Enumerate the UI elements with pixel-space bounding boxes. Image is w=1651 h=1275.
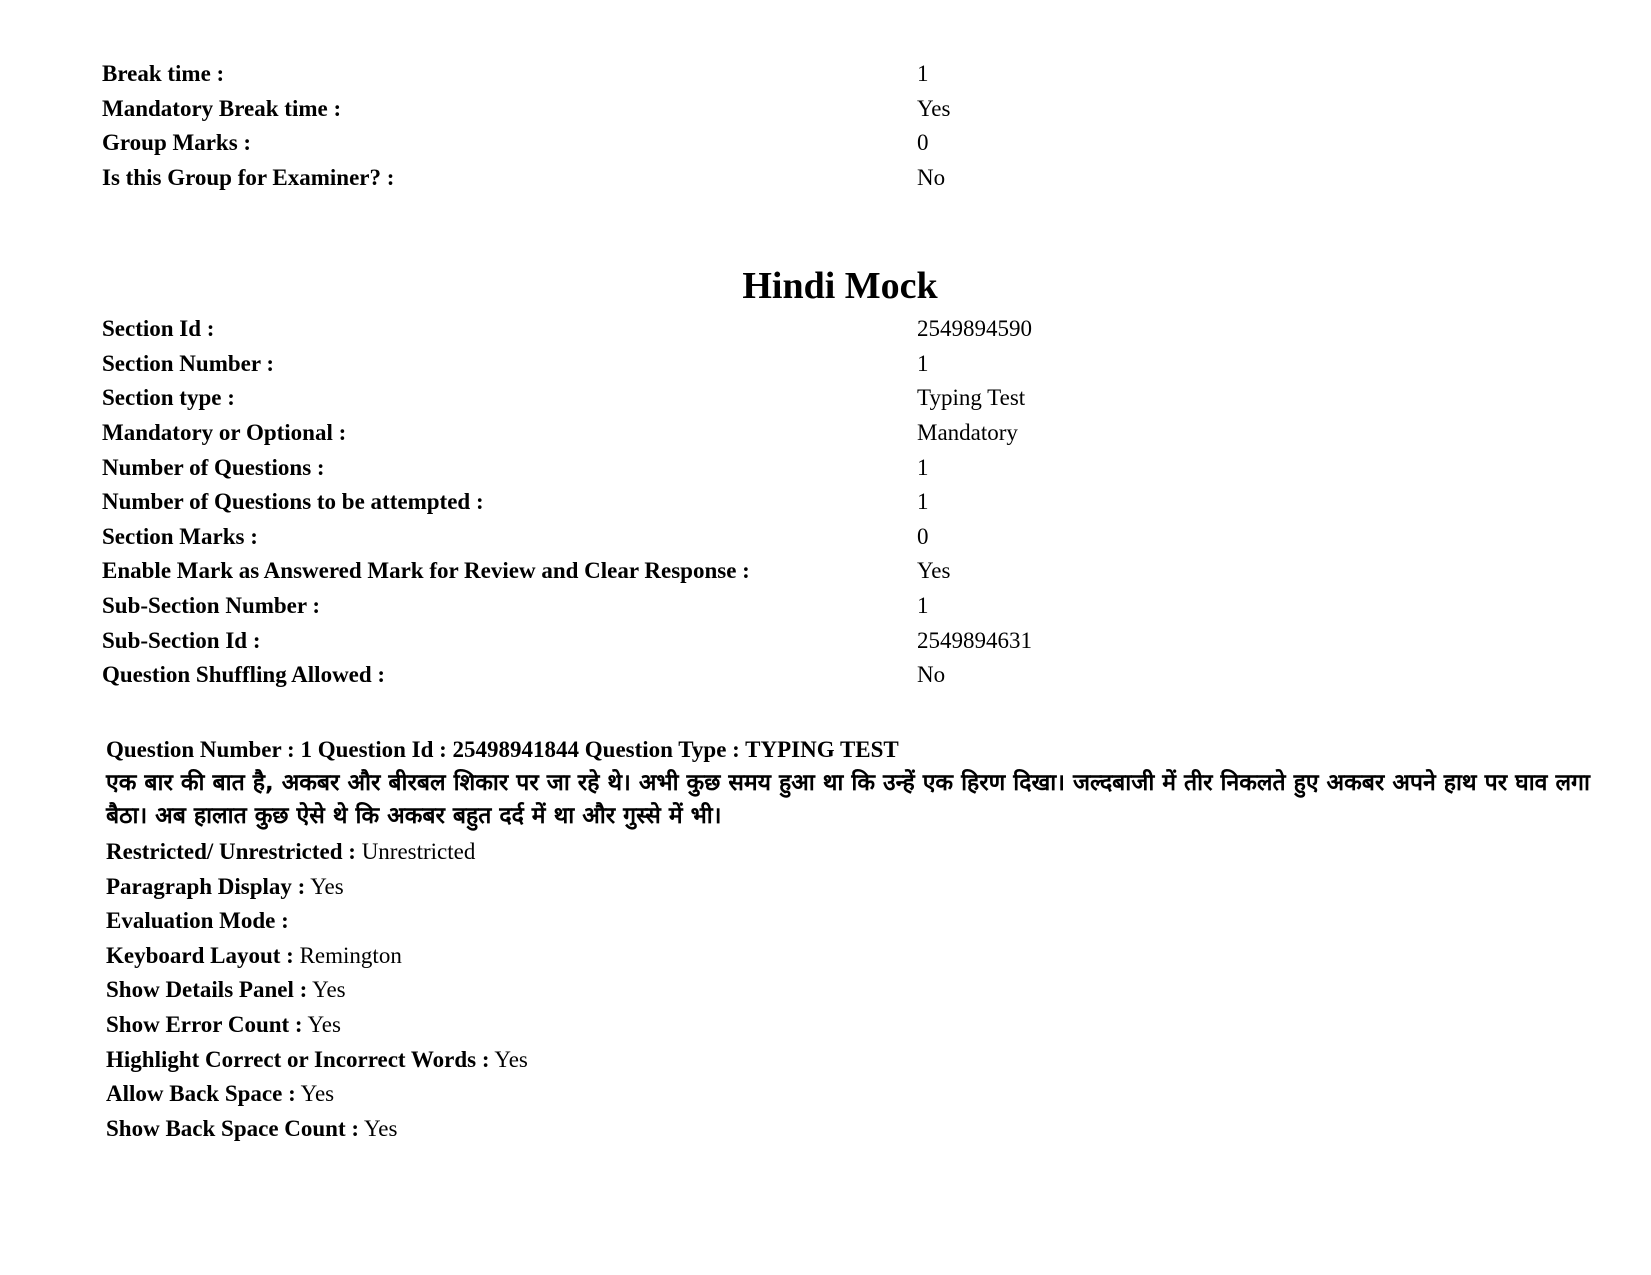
detail-label: Paragraph Display : [106,873,306,899]
field-value: No [917,165,946,191]
detail-value: Yes [300,1081,335,1107]
field-label: Mandatory Break time : [102,95,342,121]
detail-label: Show Details Panel : [106,977,308,1003]
section-row-subsection-number [102,589,1032,624]
field-label: Enable Mark as Answered Mark for Review and Clear Response : [102,558,750,584]
field-value: Yes [917,95,951,121]
field-label: Group Marks : [102,130,252,156]
detail-row-paragraph-display [106,870,1606,905]
field-value: 1 [917,593,929,619]
field-value: Yes [917,558,951,584]
section-info-table [102,312,1032,693]
field-value: Typing Test [917,385,1026,411]
group-row-mandatory-break-time [102,92,950,127]
field-label: Question Shuffling Allowed : [102,662,386,688]
field-label: Sub-Section Id : [102,627,261,653]
section-row-id [102,312,1032,347]
question-header: Question Number : 1 Question Id : 25498941844 Question Type : TYPING TEST [106,737,899,762]
detail-row-details-panel [106,973,1606,1008]
section-row-marks [102,520,1032,555]
field-label: Mandatory or Optional : [102,420,347,446]
detail-value: Yes [494,1046,528,1072]
field-label: Is this Group for Examiner? : [102,165,395,191]
section-title: Hindi Mock [742,265,938,307]
section-row-type [102,381,1032,416]
detail-label: Evaluation Mode : [106,908,289,934]
field-label: Section Marks : [102,523,258,549]
field-label: Sub-Section Number : [102,593,321,619]
field-label: Number of Questions : [102,454,325,480]
section-row-mandatory [102,416,1032,451]
detail-label: Allow Back Space : [106,1081,296,1107]
question-block [106,733,1606,1146]
field-label: Break time : [102,61,225,87]
section-row-mark-review [102,554,1032,589]
question-paragraph: एक बार की बात है, अकबर और बीरबल शिकार पर जा रहे थे। अभी कुछ समय हुआ था कि उन्हें एक हिरण दिखा। जल्दबाजी में तीर निकलते हुए अकबर अपने हाथ पर घाव लगा बैठा। अब हालात कुछ ऐसे थे कि अकबर बहुत दर्द में था और गुस्से में भी। [106,770,1590,829]
field-value: No [917,662,946,688]
detail-row-back-space-count [106,1112,1606,1147]
detail-label: Keyboard Layout : [106,942,294,968]
detail-label: Highlight Correct or Incorrect Words : [106,1046,490,1072]
field-value: 0 [917,523,929,549]
detail-row-back-space [106,1077,1606,1112]
section-row-num-questions [102,450,1032,485]
field-value: 2549894631 [917,627,1032,653]
detail-value: Remington [299,942,402,968]
field-label: Section type : [102,385,235,411]
detail-value: Unrestricted [361,839,476,864]
detail-label: Show Back Space Count : [106,1115,360,1141]
section-row-shuffling [102,658,1032,693]
section-row-num-attempt [102,485,1032,520]
detail-value: Yes [363,1115,398,1141]
field-value: 0 [917,130,929,156]
detail-value: Yes [310,873,344,899]
detail-label: Restricted/ Unrestricted : [106,839,356,864]
field-value: 1 [917,454,929,480]
field-value: Mandatory [917,420,1018,446]
field-value: 1 [917,61,929,87]
detail-row-keyboard-layout [106,939,1606,974]
field-label: Number of Questions to be attempted : [102,489,484,515]
detail-value: Yes [312,977,346,1003]
detail-row-error-count [106,1008,1606,1043]
field-value: 1 [917,489,929,515]
detail-row-highlight-words [106,1043,1606,1078]
section-row-number [102,347,1032,382]
detail-label: Show Error Count : [106,1011,303,1037]
field-value: 1 [917,350,929,376]
field-value: 2549894590 [917,316,1032,342]
detail-value: Yes [307,1011,341,1037]
section-row-subsection-id [102,623,1032,658]
detail-row-evaluation-mode [106,904,1606,939]
group-row-group-marks [102,126,950,161]
field-label: Section Number : [102,350,275,376]
group-info-table [102,57,950,195]
field-label: Section Id : [102,316,215,342]
detail-row-restricted [106,835,1606,870]
group-row-break-time [102,57,950,92]
group-row-examiner [102,161,950,196]
